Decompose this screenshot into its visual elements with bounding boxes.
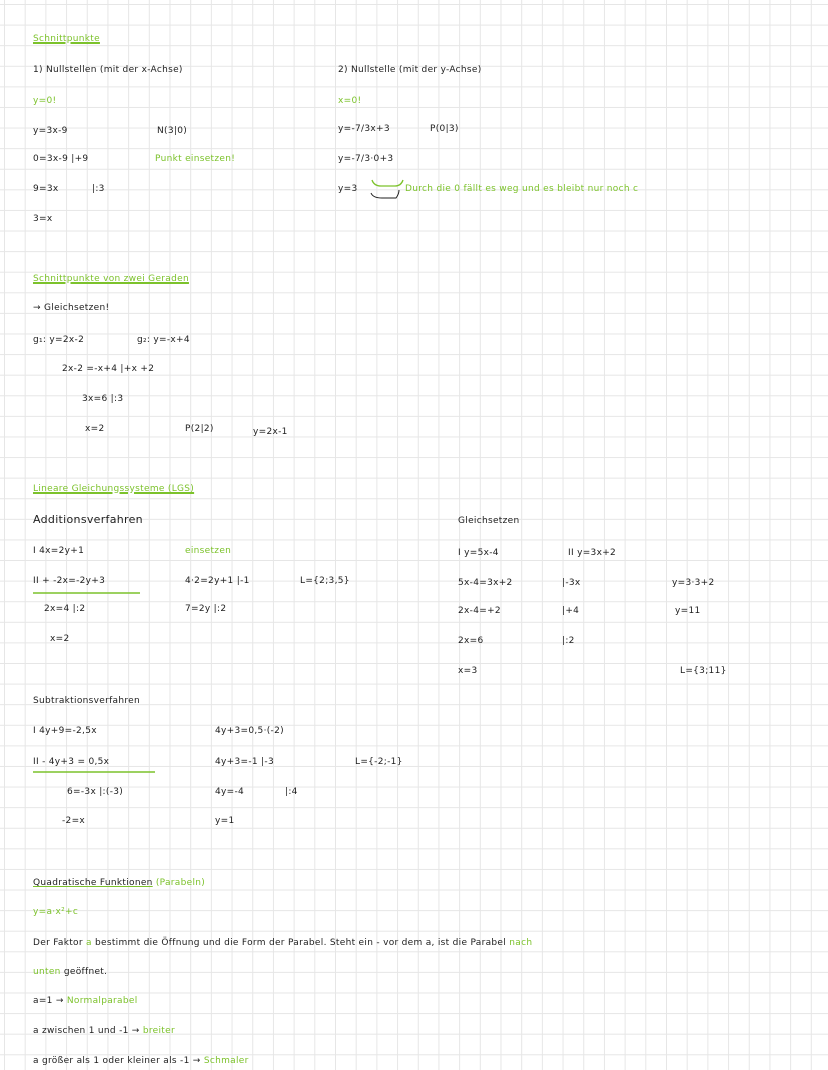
equation: x=2 bbox=[85, 424, 105, 434]
description-line bbox=[33, 937, 532, 950]
text-accent: Schmaler bbox=[203, 1056, 249, 1066]
equation: 4·2=2y+1 |-1 bbox=[185, 576, 250, 586]
nullstelle-y-heading: 2) Nullstelle (mit der y-Achse) bbox=[338, 65, 482, 75]
curve-arrow bbox=[371, 190, 399, 198]
equation: 2x-4=+2 bbox=[458, 606, 501, 616]
equation: 2x=4 |:2 bbox=[44, 604, 86, 614]
explanation-note: Durch die 0 fällt es weg und es bleibt nur noch c bbox=[405, 184, 639, 194]
rule-line bbox=[33, 1055, 249, 1068]
equation: 2x-2 =-x+4 |+x +2 bbox=[62, 364, 155, 374]
solution-set: L={-2;-1} bbox=[355, 757, 403, 767]
brace-mark bbox=[372, 180, 403, 186]
section-title-geraden: Schnittpunkte von zwei Geraden bbox=[33, 274, 189, 284]
equation: y=2x-1 bbox=[253, 427, 288, 437]
intersection-point: P(2|2) bbox=[185, 424, 214, 434]
equation: 6=-3x |:(-3) bbox=[67, 787, 124, 797]
text: a zwischen 1 und -1 → bbox=[33, 1026, 140, 1036]
text: a größer als 1 oder kleiner als -1 → bbox=[33, 1056, 201, 1066]
text: geöffnet. bbox=[63, 967, 108, 977]
hint-text: einsetzen bbox=[185, 546, 232, 556]
subheading-gleichsetzen: Gleichsetzen bbox=[458, 516, 520, 526]
solution-set: L={2;3,5} bbox=[300, 576, 350, 586]
section-title-lgs: Lineare Gleichungssysteme (LGS) bbox=[33, 484, 195, 494]
equation: y=-7/3x+3 bbox=[338, 124, 390, 134]
equation: 0=3x-9 |+9 bbox=[33, 154, 89, 164]
rule-line bbox=[33, 995, 138, 1008]
equation: 7=2y |:2 bbox=[185, 604, 227, 614]
equation: 4y+3=-1 |-3 bbox=[215, 757, 275, 767]
section-title-quadratisch bbox=[33, 877, 205, 890]
equation: 4y=-4 bbox=[215, 787, 245, 797]
title-suffix: (Parabeln) bbox=[155, 878, 206, 888]
operation: |:4 bbox=[285, 787, 298, 797]
equation: 5x-4=3x+2 bbox=[458, 578, 513, 588]
equation: y=3 bbox=[338, 184, 358, 194]
text-accent: unten bbox=[33, 967, 61, 977]
equation: 3x=6 |:3 bbox=[82, 394, 124, 404]
equation: II - 4y+3 = 0,5x bbox=[33, 757, 110, 767]
equation: x=2 bbox=[50, 634, 70, 644]
text: Der Faktor bbox=[33, 938, 83, 948]
text-accent: breiter bbox=[142, 1026, 175, 1036]
equation: II + -2x=-2y+3 bbox=[33, 576, 106, 586]
equation: 2x=6 bbox=[458, 636, 484, 646]
equation: 3=x bbox=[33, 214, 53, 224]
rule-line bbox=[33, 1025, 175, 1038]
zero-point: N(3|0) bbox=[157, 126, 188, 136]
equation: y=11 bbox=[675, 606, 701, 616]
point-p: P(0|3) bbox=[430, 124, 459, 134]
equation: -2=x bbox=[62, 816, 86, 826]
equation: II y=3x+2 bbox=[568, 548, 617, 558]
equation: 4y+3=0,5·(-2) bbox=[215, 726, 284, 736]
section-title-schnittpunkte: Schnittpunkte bbox=[33, 34, 100, 44]
equation: y=3x-9 bbox=[33, 126, 68, 136]
text: bestimmt die Öffnung und die Form der Parabel. Steht ein - vor dem a, ist die Parabel bbox=[95, 938, 507, 948]
parabola-formula: y=a·x²+c bbox=[33, 907, 79, 917]
operation: |:2 bbox=[562, 636, 575, 646]
equation: y=-7/3·0+3 bbox=[338, 154, 394, 164]
equation: y=1 bbox=[215, 816, 235, 826]
operation: |:3 bbox=[92, 184, 105, 194]
equation: I y=5x-4 bbox=[458, 548, 499, 558]
operation: |+4 bbox=[562, 606, 580, 616]
subheading-subtraktion: Subtraktionsverfahren bbox=[33, 696, 141, 706]
equation: 9=3x bbox=[33, 184, 59, 194]
nullstellen-heading: 1) Nullstellen (mit der x-Achse) bbox=[33, 65, 183, 75]
instruction: → Gleichsetzen! bbox=[33, 303, 110, 313]
condition-y0: y=0! bbox=[33, 96, 57, 106]
text-accent: nach bbox=[509, 938, 533, 948]
hint-text: Punkt einsetzen! bbox=[155, 154, 236, 164]
function-g1: g₁: y=2x-2 bbox=[33, 335, 85, 345]
operation: |-3x bbox=[562, 578, 581, 588]
solution-set: L={3;11} bbox=[680, 666, 727, 676]
text: a=1 → bbox=[33, 996, 64, 1006]
equation: y=3·3+2 bbox=[672, 578, 715, 588]
equation: I 4y+9=-2,5x bbox=[33, 726, 97, 736]
title-text: Quadratische Funktionen bbox=[33, 878, 153, 888]
text-accent: a bbox=[86, 938, 92, 948]
description-line bbox=[33, 966, 107, 979]
condition-x0: x=0! bbox=[338, 96, 362, 106]
subheading-addition: Additionsverfahren bbox=[33, 513, 143, 526]
text-accent: Normalparabel bbox=[66, 996, 138, 1006]
equation: I 4x=2y+1 bbox=[33, 546, 85, 556]
equation: x=3 bbox=[458, 666, 478, 676]
function-g2: g₂: y=-x+4 bbox=[137, 335, 190, 345]
